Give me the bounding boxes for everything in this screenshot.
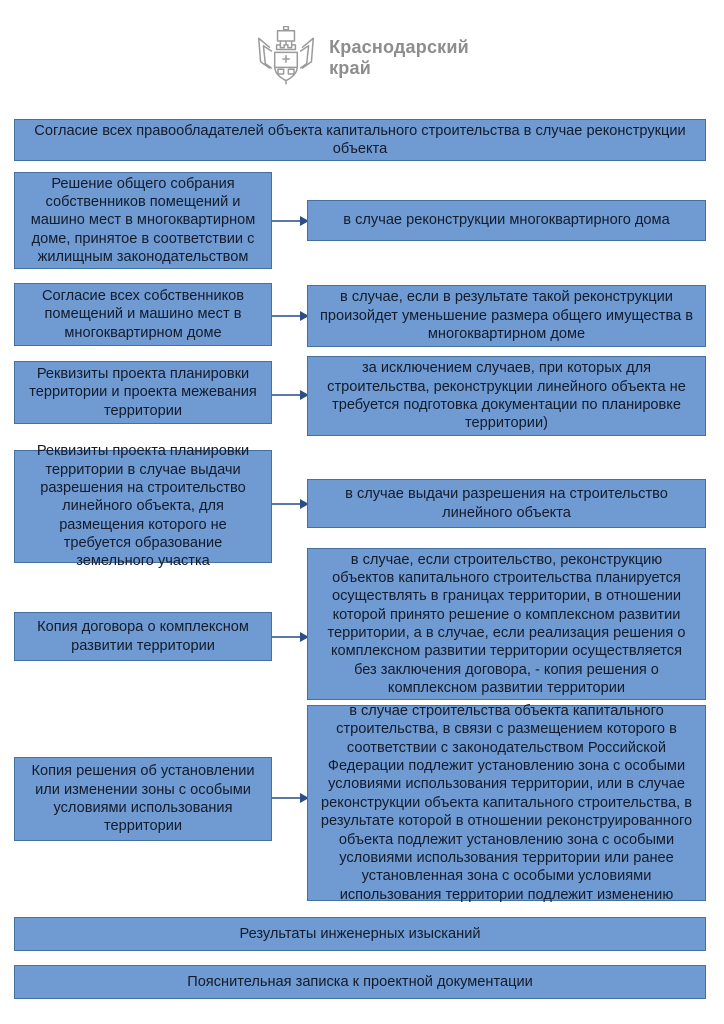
flow-box-engineering-survey-results: Результаты инженерных изысканий <box>14 917 706 951</box>
arrow-right-icon <box>272 797 300 799</box>
arrow-right-icon <box>272 394 300 396</box>
flow-box-right-1: в случае реконструкции многоквартирного дома <box>307 200 706 241</box>
arrow-right-icon <box>272 636 300 638</box>
flow-box-right-6: в случае строительства объекта капитального строительства, в связи с размещением которого в соответствии с законодательством Российской Федерации подлежит установлению зона с особыми условиями использования территории, или в случае реконструкции объекта капитального строительства, в результате которой в отношении реконструированного объекта подлежит установлению зона с особыми условиями использования территории или ранее установленная зона с особыми условиями использования территории подлежит изменению <box>307 705 706 901</box>
flow-box-left-5: Копия договора о комплексном развитии территории <box>14 612 272 661</box>
region-logo <box>0 26 724 90</box>
arrow-right-icon <box>272 503 300 505</box>
flow-box-right-4: в случае выдачи разрешения на строительство линейного объекта <box>307 479 706 528</box>
flow-box-left-1: Решение общего собрания собственников помещений и машино мест в многоквартирном доме, принятое в соответствии с жилищным законодательством <box>14 172 272 269</box>
flow-box-left-2: Согласие всех собственников помещений и машино мест в многоквартирном доме <box>14 283 272 346</box>
krasnodar-coat-of-arms-icon <box>255 26 317 90</box>
flow-box-consent-rightholders: Согласие всех правообладателей объекта капитального строительства в случае реконструкции объекта <box>14 119 706 161</box>
arrow-right-icon <box>272 315 300 317</box>
flow-box-explanatory-note: Пояснительная записка к проектной документации <box>14 965 706 999</box>
region-name-line2: край <box>329 58 371 78</box>
flow-box-right-3: за исключением случаев, при которых для строительства, реконструкции линейного объекта не требуется подготовка документации по планировке территории) <box>307 356 706 436</box>
region-name-line1: Краснодарский <box>329 37 469 58</box>
flow-box-left-6: Копия решения об установлении или изменении зоны с особыми условиями использования территории <box>14 757 272 841</box>
flow-box-right-2: в случае, если в результате такой реконструкции произойдет уменьшение размера общего имущества в многоквартирном доме <box>307 285 706 347</box>
flow-box-left-3: Реквизиты проекта планировки территории и проекта межевания территории <box>14 361 272 424</box>
flow-box-left-4: Реквизиты проекта планировки территории в случае выдачи разрешения на строительство линейного объекта, для размещения которого не требуется образование земельного участка <box>14 450 272 563</box>
flow-box-right-5: в случае, если строительство, реконструкцию объектов капитального строительства планируется осуществлять в границах территории, в отношении которой принято решение о комплексном развитии территории, а в случае, если реализация решения о комплексном развитии территории осуществляется без заключения договора, - копия решения о комплексном развитии территории <box>307 548 706 700</box>
region-name <box>329 37 469 78</box>
arrow-right-icon <box>272 220 300 222</box>
